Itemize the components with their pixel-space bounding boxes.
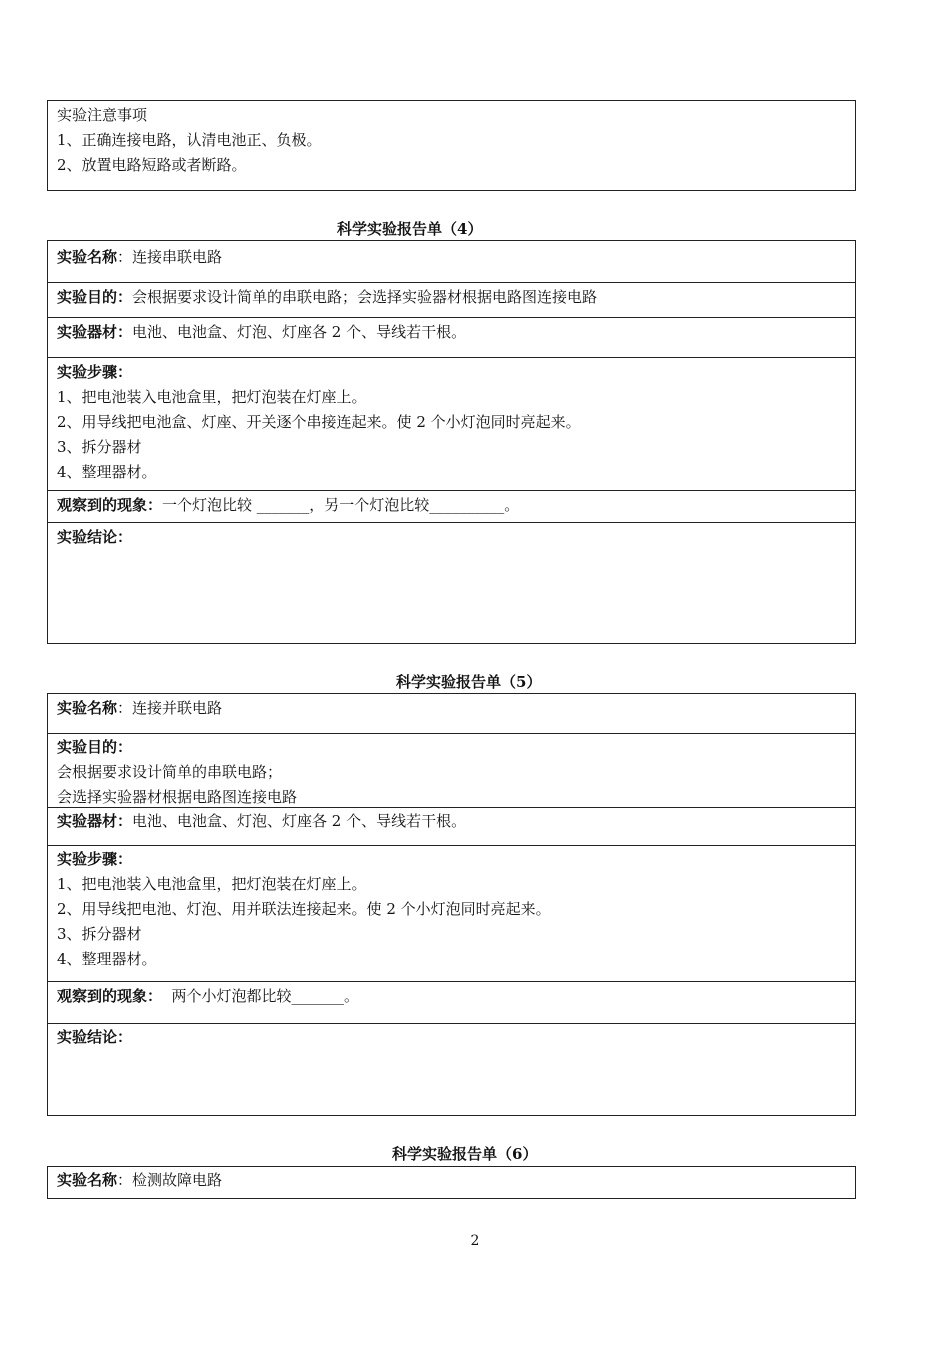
report-5-goal-row [48, 734, 855, 808]
report-5-conclusion-label: 实验结论： [57, 1028, 133, 1046]
report-5-title: 科学实验报告单（5） [396, 673, 542, 691]
report-5-obs-value: 两个小灯泡都比较_______。 [162, 987, 360, 1005]
report-4-step-1: 1、把电池装入电池盒里，把灯泡装在灯座上。 [57, 388, 367, 406]
report-5-step-1: 1、把电池装入电池盒里，把灯泡装在灯座上。 [57, 875, 367, 893]
report-5-steps-label: 实验步骤： [57, 850, 133, 868]
report-5-steps-row [48, 846, 855, 982]
report-5-table [47, 693, 856, 1116]
report-6-title: 科学实验报告单（6） [392, 1145, 538, 1163]
report-5-goal-label: 实验目的： [57, 738, 133, 756]
notes-item-2: 2、放置电路短路或者断路。 [57, 156, 247, 174]
report-4-obs-value: 一个灯泡比较 _______，另一个灯泡比较__________。 [162, 496, 520, 514]
notes-box [47, 100, 856, 191]
report-4-conclusion-label: 实验结论： [57, 528, 133, 546]
report-4-obs-label: 观察到的现象： [57, 496, 163, 514]
report-5-equip-label: 实验器材： [57, 812, 133, 830]
report-4-name-label: 实验名称 [57, 248, 118, 266]
report-5-obs-row [48, 982, 855, 1024]
report-4-name-value: ：连接串联电路 [117, 248, 223, 266]
report-5-step-2: 2、用导线把电池、灯泡、用并联法连接起来。使 2 个小灯泡同时亮起来。 [57, 900, 551, 918]
report-6-name-value: ：检测故障电路 [117, 1171, 223, 1189]
report-4-goal-value: 会根据要求设计简单的串联电路；会选择实验器材根据电路图连接电路 [132, 288, 598, 306]
report-4-obs-row [48, 491, 855, 523]
report-4-step-2: 2、用导线把电池盒、灯座、开关逐个串接连起来。使 2 个小灯泡同时亮起来。 [57, 413, 581, 431]
report-4-steps-row [48, 358, 855, 491]
report-6-name-label: 实验名称 [57, 1171, 118, 1189]
report-5-obs-label: 观察到的现象： [57, 987, 163, 1005]
report-5-step-3: 3、拆分器材 [57, 925, 142, 943]
report-5-name-value: ：连接并联电路 [117, 699, 223, 717]
report-5-name-label: 实验名称 [57, 699, 118, 717]
report-4-title: 科学实验报告单（4） [337, 220, 483, 238]
report-5-goal-line-1: 会根据要求设计简单的串联电路； [57, 763, 283, 781]
report-4-goal-row [48, 283, 855, 318]
page-number: 2 [470, 1233, 480, 1249]
report-4-table [47, 240, 856, 644]
report-5-name-row [48, 694, 855, 734]
report-6-name-row [48, 1167, 855, 1197]
notes-heading: 实验注意事项 [57, 106, 148, 124]
report-5-step-4: 4、整理器材。 [57, 950, 157, 968]
report-4-steps-label: 实验步骤： [57, 363, 133, 381]
notes-content [48, 101, 855, 182]
report-4-step-3: 3、拆分器材 [57, 438, 142, 456]
report-4-goal-label: 实验目的： [57, 288, 133, 306]
report-4-equip-value: 电池、电池盒、灯泡、灯座各 2 个、导线若干根。 [132, 323, 467, 341]
report-4-name-row [48, 241, 855, 283]
report-6-table [47, 1166, 856, 1199]
report-4-conclusion-row [48, 523, 855, 643]
report-5-conclusion-row [48, 1024, 855, 1114]
report-5-equip-value: 电池、电池盒、灯泡、灯座各 2 个、导线若干根。 [132, 812, 467, 830]
report-4-equip-label: 实验器材： [57, 323, 133, 341]
notes-item-1: 1、正确连接电路，认清电池正、负极。 [57, 131, 322, 149]
report-4-equip-row [48, 318, 855, 358]
report-5-equip-row [48, 808, 855, 846]
report-4-step-4: 4、整理器材。 [57, 463, 157, 481]
report-5-goal-line-2: 会选择实验器材根据电路图连接电路 [57, 788, 298, 806]
